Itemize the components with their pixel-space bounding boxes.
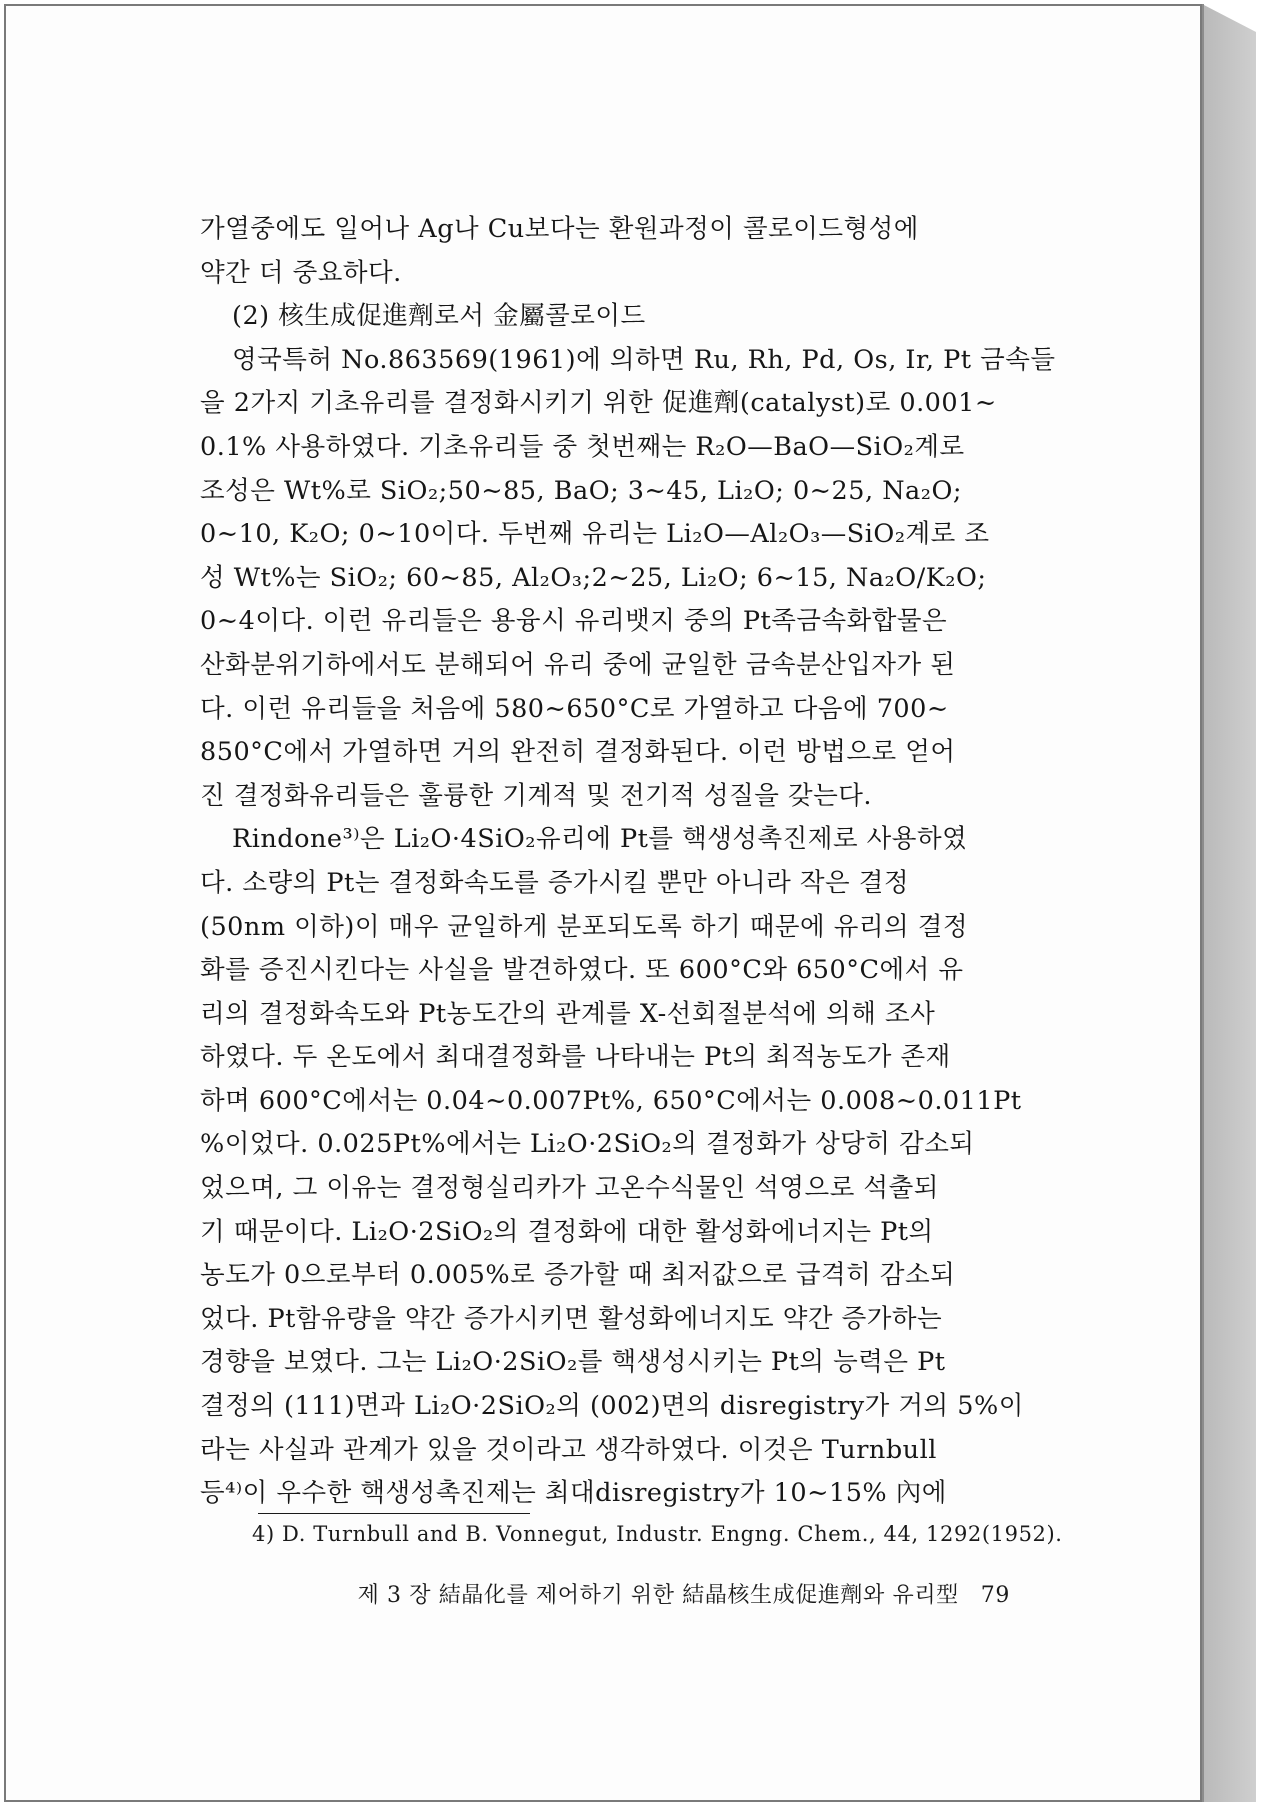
footnote: 4) D. Turnbull and B. Vonnegut, Industr. Engng. Chem., 44, 1292(1952).	[252, 1522, 1063, 1546]
page-footer	[0, 1578, 1010, 1609]
text-line: 0.1% 사용하였다. 기초유리들 중 첫번째는 R₂O—BaO—SiO₂계로	[200, 431, 965, 462]
text-line: 산화분위기하에서도 분해되어 유리 중에 균일한 금속분산입자가 된	[200, 649, 956, 680]
text-line: 약간 더 중요하다.	[200, 257, 402, 288]
text-line: 었으며, 그 이유는 결정형실리카가 고온수식물인 석영으로 석출되	[200, 1173, 939, 1204]
text-line: 을 2가지 기초유리를 결정화시키기 위한 促進劑(catalyst)로 0.001∼	[200, 388, 997, 419]
text-line: Rindone³⁾은 Li₂O·4SiO₂유리에 Pt를 핵생성촉진제로 사용하였	[232, 824, 968, 855]
text-line: %이었다. 0.025Pt%에서는 Li₂O·2SiO₂의 결정화가 상당히 감소되	[200, 1129, 975, 1160]
text-line: 영국특허 No.863569(1961)에 의하면 Ru, Rh, Pd, Os, Ir, Pt 금속들	[232, 344, 1056, 375]
text-line: 화를 증진시킨다는 사실을 발견하였다. 또 600°C와 650°C에서 유	[200, 955, 964, 986]
text-line: 다. 이런 유리들을 처음에 580∼650°C로 가열하고 다음에 700∼	[200, 693, 949, 724]
text-line: 0∼4이다. 이런 유리들은 용융시 유리뱃지 중의 Pt족금속화합물은	[200, 606, 948, 637]
text-line: (50nm 이하)이 매우 균일하게 분포되도록 하기 때문에 유리의 결정	[200, 911, 968, 942]
text-line: 성 Wt%는 SiO₂; 60∼85, Al₂O₃;2∼25, Li₂O; 6∼15, Na₂O/K₂O;	[200, 562, 987, 593]
text-line: 경향을 보였다. 그는 Li₂O·2SiO₂를 핵생성시키는 Pt의 능력은 Pt	[200, 1347, 946, 1378]
text-line: (2) 核生成促進劑로서 金屬콜로이드	[232, 301, 646, 332]
footnote-divider	[258, 1513, 530, 1514]
text-line: 농도가 0으로부터 0.005%로 증가할 때 최저값으로 급격히 감소되	[200, 1260, 956, 1291]
text-line: 다. 소량의 Pt는 결정화속도를 증가시킬 뿐만 아니라 작은 결정	[200, 867, 910, 898]
text-line: 었다. Pt함유량을 약간 증가시키면 활성화에너지도 약간 증가하는	[200, 1303, 943, 1334]
text-line: 진 결정화유리들은 훌륭한 기계적 및 전기적 성질을 갖는다.	[200, 780, 873, 811]
text-line: 리의 결정화속도와 Pt농도간의 관계를 X-선회절분석에 의해 조사	[200, 998, 936, 1029]
text-line: 라는 사실과 관계가 있을 것이라고 생각하였다. 이것은 Turnbull	[200, 1434, 937, 1465]
text-line: 조성은 Wt%로 SiO₂;50∼85, BaO; 3∼45, Li₂O; 0∼25, Na₂O;	[200, 475, 962, 506]
text-line: 가열중에도 일어나 Ag나 Cu보다는 환원과정이 콜로이드형성에	[200, 214, 919, 244]
text-line: 등⁴⁾이 우수한 핵생성촉진제는 최대disregistry가 10∼15% 內에	[200, 1478, 947, 1509]
text-line: 0∼10, K₂O; 0∼10이다. 두번째 유리는 Li₂O—Al₂O₃—SiO₂계로 조	[200, 519, 990, 550]
body-text	[200, 208, 1056, 1516]
page-stack-edge	[1202, 4, 1256, 1802]
chapter-title: 제 3 장 結晶化를 제어하기 위한 結晶核生成促進劑와 유리型	[357, 1583, 959, 1608]
text-line: 하였다. 두 온도에서 최대결정화를 나타내는 Pt의 최적농도가 존재	[200, 1042, 951, 1073]
page-edge-line	[1202, 4, 1204, 1802]
text-line: 기 때문이다. Li₂O·2SiO₂의 결정화에 대한 활성화에너지는 Pt의	[200, 1216, 934, 1247]
text-line: 하며 600°C에서는 0.04∼0.007Pt%, 650°C에서는 0.008∼0.011Pt	[200, 1085, 1022, 1116]
page-number: 79	[980, 1583, 1010, 1608]
text-line: 850°C에서 가열하면 거의 완전히 결정화된다. 이런 방법으로 얻어	[200, 737, 956, 768]
text-line: 결정의 (111)면과 Li₂O·2SiO₂의 (002)면의 disregistry가 거의 5%이	[200, 1391, 1024, 1422]
